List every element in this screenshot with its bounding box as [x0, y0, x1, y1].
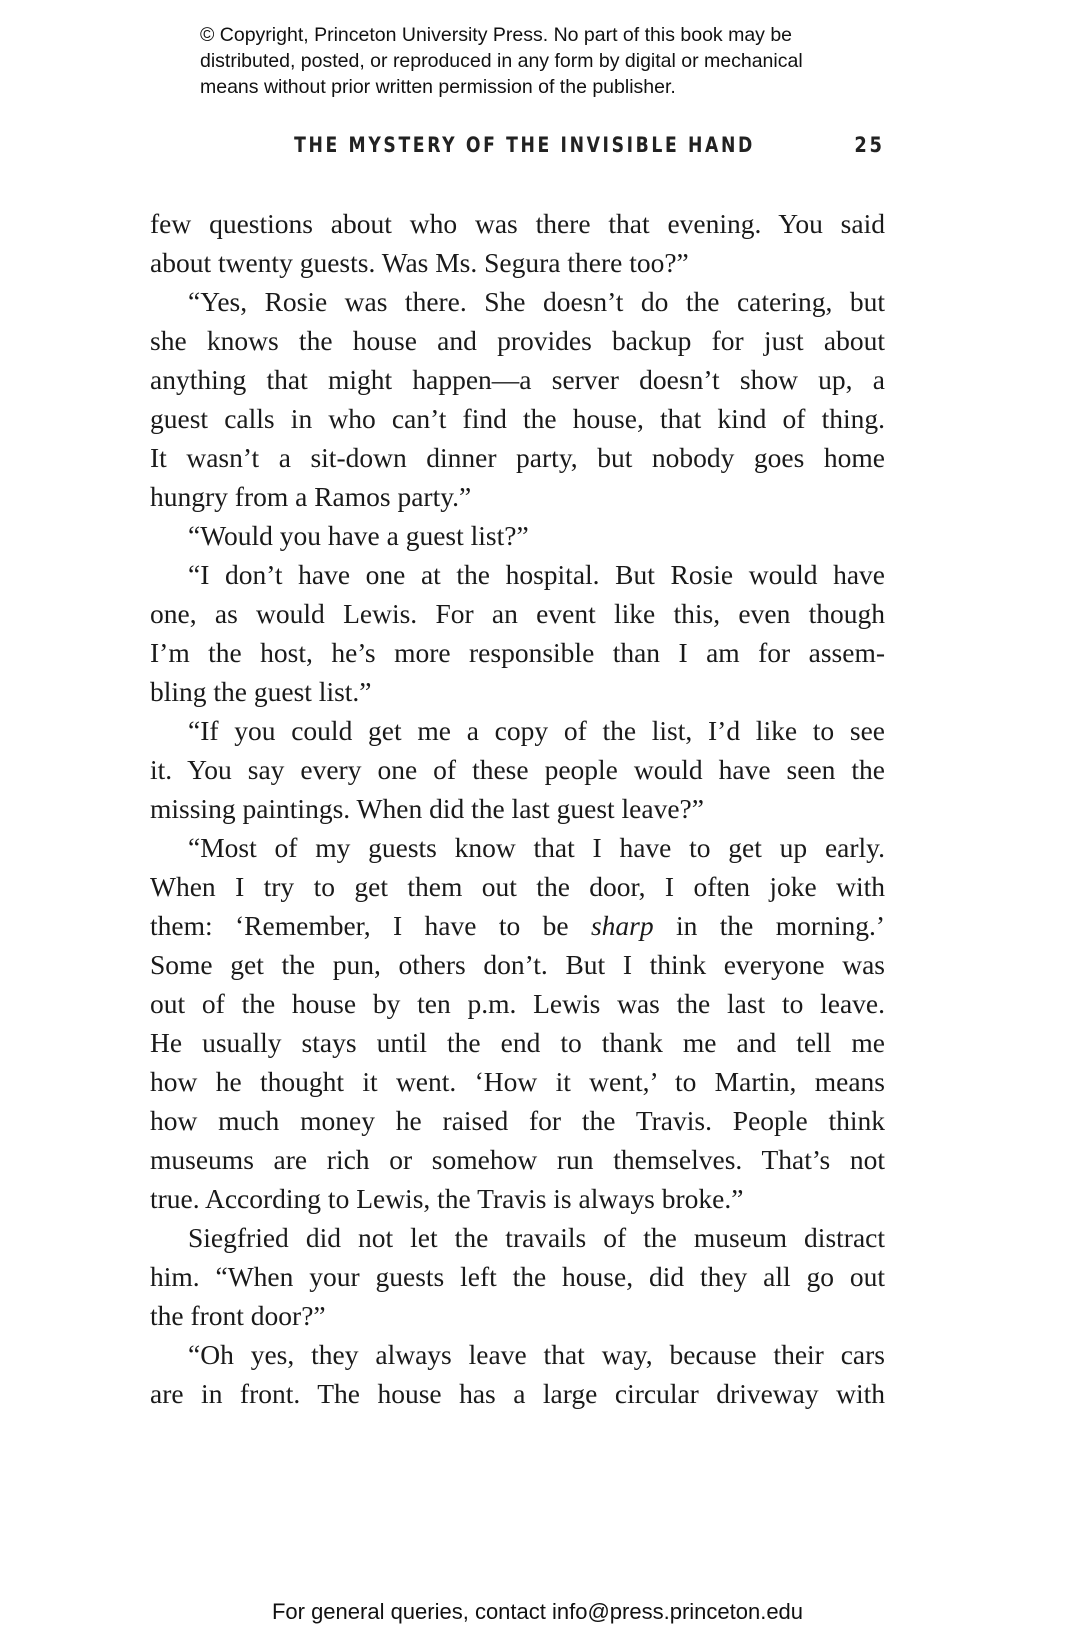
- text-line: It wasn’t a sit-down dinner party, but nobody goes home: [150, 442, 885, 473]
- text-line: When I try to get them out the door, I often joke with: [150, 871, 885, 902]
- text-line: it. You say every one of these people would have seen the: [150, 754, 885, 785]
- text-line: about twenty guests. Was Ms. Segura there too?”: [150, 247, 689, 278]
- text-line: “If you could get me a copy of the list, I’d like to see: [188, 715, 885, 746]
- page-number: 25: [854, 133, 885, 157]
- text-line: “Yes, Rosie was there. She doesn’t do the catering, but: [188, 286, 885, 317]
- footer-contact: For general queries, contact info@press.princeton.edu: [271, 1599, 804, 1624]
- text-line: “I don’t have one at the hospital. But Rosie would have: [188, 559, 885, 590]
- text-line: few questions about who was there that evening. You said: [150, 208, 885, 239]
- copyright-line: means without prior written permission of the publisher.: [200, 76, 676, 98]
- running-head-title: THE MYSTERY OF THE INVISIBLE HAND: [294, 133, 755, 157]
- text-line: out of the house by ten p.m. Lewis was the last to leave.: [150, 988, 885, 1019]
- text-line: how much money he raised for the Travis. People think: [150, 1105, 885, 1136]
- text-line: missing paintings. When did the last guest leave?”: [150, 793, 704, 824]
- text-line: guest calls in who can’t find the house, that kind of thing.: [150, 403, 885, 434]
- text-line: “Oh yes, they always leave that way, because their cars: [188, 1339, 885, 1370]
- text-line: one, as would Lewis. For an event like this, even though: [150, 598, 885, 629]
- text-line: Some get the pun, others don’t. But I think everyone was: [150, 949, 885, 980]
- body-text: [150, 204, 885, 1413]
- copyright-line: distributed, posted, or reproduced in any form by digital or mechanical: [200, 50, 803, 72]
- text-line: Siegfried did not let the travails of the museum distract: [188, 1222, 885, 1253]
- text-line: bling the guest list.”: [150, 676, 372, 707]
- text-line: she knows the house and provides backup for just about: [150, 325, 885, 356]
- text-line: museums are rich or somehow run themselves. That’s not: [150, 1144, 885, 1175]
- text-line: anything that might happen—a server doesn’t show up, a: [150, 364, 885, 395]
- text-line: the front door?”: [150, 1300, 326, 1331]
- emphasized-word: sharp: [590, 910, 654, 941]
- text-line: how he thought it went. ‘How it went,’ to Martin, means: [150, 1066, 885, 1097]
- running-head: [150, 133, 885, 163]
- text-line: He usually stays until the end to thank me and tell me: [150, 1027, 885, 1058]
- text-fragment: them: ‘Remember, I have to be: [150, 910, 591, 941]
- text-line: true. According to Lewis, the Travis is always broke.”: [150, 1183, 744, 1214]
- text-fragment: in the morning.’: [653, 910, 885, 941]
- text-line: “Most of my guests know that I have to get up early.: [188, 832, 885, 863]
- text-line: I’m the host, he’s more responsible than I am for assem-: [150, 637, 885, 668]
- text-line: [150, 906, 885, 945]
- text-line: hungry from a Ramos party.”: [150, 481, 472, 512]
- copyright-notice: [200, 22, 900, 100]
- text-line: are in front. The house has a large circular driveway with: [150, 1378, 885, 1409]
- copyright-line: © Copyright, Princeton University Press. No part of this book may be: [200, 24, 793, 46]
- text-line: him. “When your guests left the house, did they all go out: [150, 1261, 885, 1292]
- text-line: “Would you have a guest list?”: [188, 520, 529, 551]
